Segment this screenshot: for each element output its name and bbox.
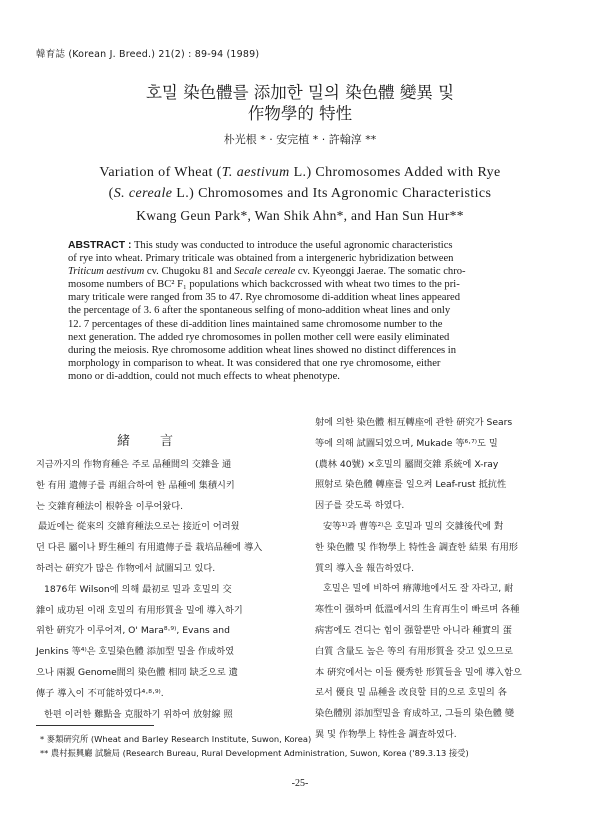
body-line: 는 交雜育種法이 根幹을 이루어왔다. [36,500,183,512]
body-line: 한 有用 遺傳子를 再組合하여 한 品種에 集積시키 [36,479,235,491]
abstract-text: cv. Kyeonggi Jaerae. The somatic chro- [295,266,466,278]
abstract-line: mary triticale were ranged from 35 to 47. Rye chromosome di-addition wheat lines appeared [68,292,460,304]
body-line: 으나 兩親 Genome間의 染色體 相同 缺乏으로 遺 [36,666,238,678]
body-line: 한 染色體 및 作物學上 特性을 調査한 結果 有用形 [315,541,518,553]
species-name: S. cereale [113,186,173,201]
body-line: 異 및 作物學上 特性을 調査하였다. [315,728,457,740]
abstract-line [68,265,532,278]
abstract-line: 12. 7 percentages of these di-addition lines maintained same chromosome number to the [68,318,443,330]
body-line: 寒性이 强하며 低溫에서의 生育再生이 빠르며 各種 [315,604,520,616]
abstract-line: mono or di-addtion, could not much effects to wheat phenotype. [68,370,340,382]
english-title-line-1 [0,162,600,183]
body-line: 호밀은 밀에 비하여 瘠薄地에서도 잘 자라고, 耐 [323,583,514,595]
abstract-line: next generation. The added rye chromosomes in pollen mother cell were easily eliminated [68,331,450,343]
species-name: Triticum aestivum [68,266,145,278]
species-name: Secale cereale [234,266,296,278]
english-title-line-2 [0,183,600,204]
body-line: Jenkins 等⁴⁾은 호밀染色體 添加型 밀을 作成하였 [36,646,235,658]
body-line: 因子를 갖도록 하였다. [315,500,405,512]
korean-title-line-1: 호밀 染色體를 添加한 밀의 染色體 變異 및 [145,83,455,102]
english-title [0,162,600,204]
body-line: 本 硏究에서는 이들 優秀한 形質들을 밀에 導入함으 [315,666,522,678]
abstract-label: ABSTRACT : [68,240,132,251]
body-line: 던 다른 屬이나 野生種의 有用遺傳子를 栽培品種에 導入 [36,542,263,554]
footnote-divider [36,725,154,726]
body-line: 染色體別 添加型밀을 育成하고, 그들의 染色體 變 [315,708,515,720]
body-line: 白質 含量도 높은 等의 有用形質을 갖고 있으므로 [315,645,513,657]
body-column-left [36,455,284,725]
footnotes [40,732,469,760]
body-line: 安等¹⁾과 曹等²⁾은 호밀과 밀의 交雜後代에 對 [323,520,504,532]
abstract-line [68,239,532,252]
body-line: 위한 硏究가 이루어져, O' Mara⁸·⁹⁾, Evans and [36,625,230,637]
abstract-text: This study was conducted to introduce the useful agronomic characteristics [131,240,453,251]
body-line: 質의 導入을 報告하였다. [315,562,415,574]
korean-title-line-2: 作物學的 特性 [247,104,353,123]
body-line: 等에 의해 試圖되었으며, Mukade 等⁶·⁷⁾도 밀 [315,437,498,449]
title-text: ( [108,186,114,201]
abstract-line: of rye into wheat. Primary triticale was obtained from a intergeneric hybridization between [68,253,454,265]
body-line: 1876年 Wilson에 의해 最初로 밀과 호밀의 交 [44,583,232,595]
body-line: 지금까지의 作物育種은 주로 品種間의 交雜을 通 [36,459,232,470]
body-line: (農林 40號) ×호밀의 屬間交雜 系統에 X-ray [315,458,499,470]
body-line: 照射로 染色體 轉座를 일으켜 Leaf-rust 抵抗性 [315,479,507,491]
page-number: -25- [291,778,309,789]
abstract [68,239,532,383]
section-heading-introduction: 緒言 [116,434,203,449]
abstract-line: during the meiosis. Rye chromosome addition wheat lines showed no distinct differences in [68,344,457,356]
title-text: L.) Chromosomes and Its Agronomic Characteristics [172,186,492,201]
body-line: 한편 이러한 難點을 克服하기 위하여 放射線 照 [44,708,233,720]
body-column-right [315,413,563,746]
body-line: 로서 優良 밀 品種을 改良할 目的으로 호밀의 各 [315,687,507,699]
title-text: L.) Chromosomes Added with Rye [289,165,501,180]
english-authors: Kwang Geun Park*, Wan Shik Ahn*, and Han Sun Hur** [136,208,464,223]
body-line: 射에 의한 染色體 相互轉座에 관한 硏究가 Sears [315,417,513,428]
journal-reference: 韓育誌 (Korean J. Breed.) 21(2) : 89-94 (1989) [36,49,260,60]
abstract-line: mosome numbers of BC² F₁ populations which backcrossed with wheat two times to the pri- [68,279,460,291]
footnote-affiliation-2: ** 農村振興廳 試驗局 (Research Bureau, Rural Development Administration, Suwon, Korea ('89.3.13 接受) [40,748,469,758]
body-line: 病害에도 견디는 힘이 强할뿐만 아니라 種實의 蛋 [315,624,512,636]
footnote-affiliation-1: * 麥類硏究所 (Wheat and Barley Research Institute, Suwon, Korea) [40,734,312,744]
body-line: 最近에는 從來의 交雜育種法으로는 接近이 어려웠 [38,521,240,533]
body-line: 하려는 硏究가 많은 作物에서 試圖되고 있다. [36,562,216,574]
title-text: Variation of Wheat ( [99,165,222,180]
abstract-text: cv. Chugoku 81 and [144,266,235,278]
abstract-line: the percentage of 3. 6 after the spontaneous selfing of mono-addition wheat lines and only [68,305,451,317]
body-line: 傳子 導入이 不可能하였다⁴·⁸·⁹⁾. [36,687,164,699]
body-line: 雜이 成功된 이래 호밀의 有用形質을 밀에 導入하기 [36,604,243,616]
korean-title [0,82,600,124]
korean-authors: 朴光根 * · 安完植 * · 許翰淳 ** [223,133,377,146]
species-name: T. aestivum [221,165,290,180]
abstract-line: morphology in comparison to wheat. It was considered that one rye chromosome, either [68,357,441,369]
